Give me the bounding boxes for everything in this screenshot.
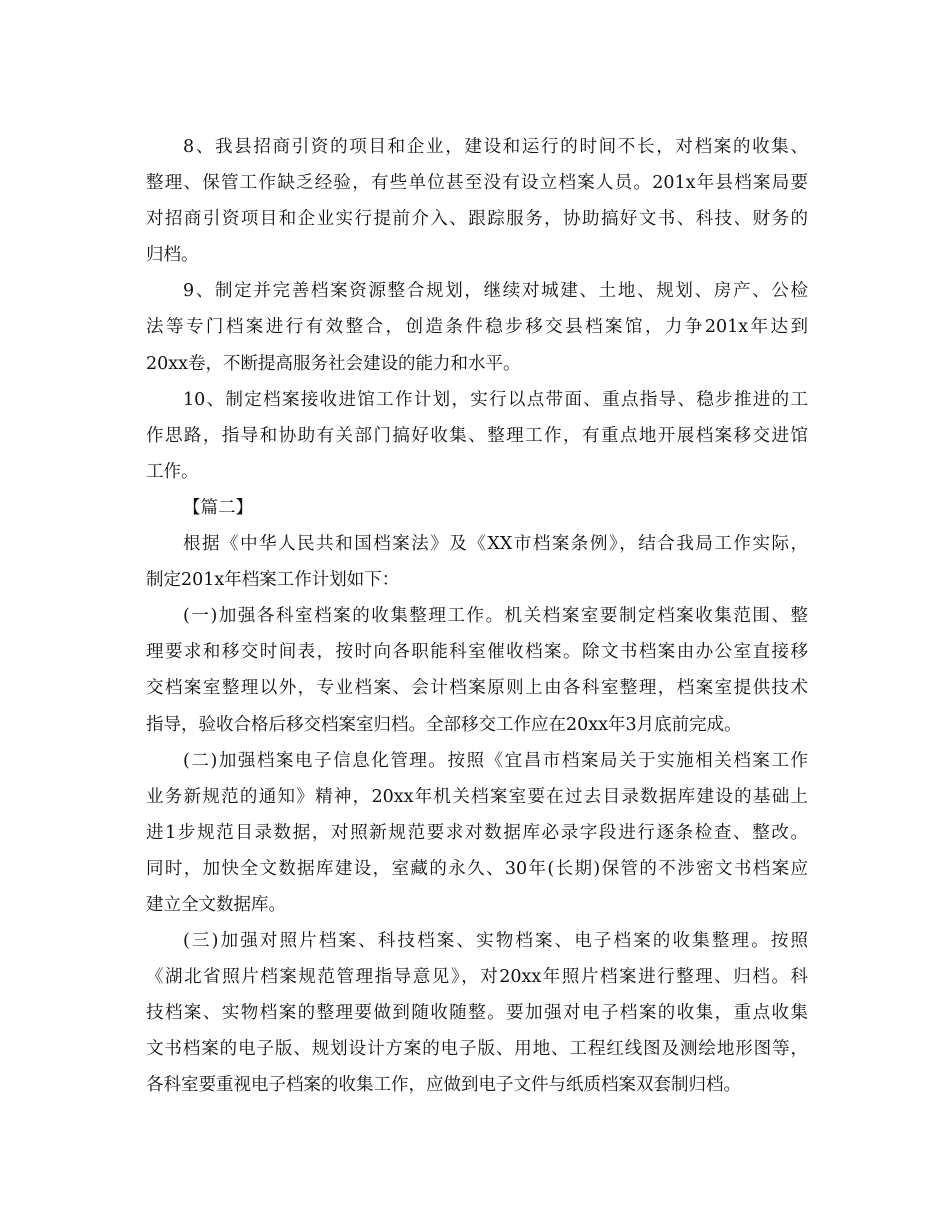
paragraph-8-line-3: 对招商引资项目和企业实行提前介入、跟踪服务，协助搞好文书、科技、财务的	[146, 209, 808, 230]
paragraph-10-line-2: 作思路，指导和协助有关部门搞好收集、整理工作，有重点地开展档案移交进馆	[146, 425, 808, 446]
item-3-line-2: 《湖北省照片档案规范管理指导意见》，对20xx年照片档案进行整理、归档。科	[146, 967, 808, 988]
item-2-line-2: 业务新规范的通知》精神，20xx年机关档案室要在过去目录数据库建设的基础上	[146, 786, 808, 807]
item-3-line-1: (三)加强对照片档案、科技档案、实物档案、电子档案的收集整理。按照	[183, 931, 808, 952]
item-2-line-1: (二)加强档案电子信息化管理。按照《宜昌市档案局关于实施相关档案工作	[183, 750, 808, 771]
paragraph-9-line-2: 法等专门档案进行有效整合，创造条件稳步移交县档案馆，力争201x年达到	[146, 317, 808, 338]
paragraph-8-line-4: 归档。	[146, 245, 199, 266]
item-3-line-5: 各科室要重视电子档案的收集工作，应做到电子文件与纸质档案双套制归档。	[146, 1075, 741, 1096]
paragraph-8-line-2: 整理、保管工作缺乏经验，有些单位甚至没有设立档案人员。201x年县档案局要	[146, 173, 808, 194]
intro-line-1: 根据《中华人民共和国档案法》及《XX市档案条例》，结合我局工作实际，	[183, 534, 808, 555]
paragraph-9-line-3: 20xx卷，不断提高服务社会建设的能力和水平。	[146, 353, 521, 374]
item-1-line-3: 交档案室整理以外，专业档案、会计档案原则上由各科室整理，档案室提供技术	[146, 678, 808, 699]
item-1-line-2: 理要求和移交时间表，按时向各职能科室催收档案。除文书档案由办公室直接移	[146, 642, 808, 663]
paragraph-9-line-1: 9、制定并完善档案资源整合规划，继续对城建、土地、规划、房产、公检	[183, 281, 808, 302]
intro-line-2: 制定201x年档案工作计划如下：	[146, 570, 400, 591]
paragraph-10-line-3: 工作。	[146, 461, 199, 482]
section-heading-part-two: 【篇二】	[183, 497, 253, 518]
item-1-line-4: 指导，验收合格后移交档案室归档。全部移交工作应在20xx年3月底前完成。	[146, 714, 742, 735]
item-2-line-4: 同时，加快全文数据库建设，室藏的永久、30年(长期)保管的不涉密文书档案应	[146, 858, 808, 879]
item-2-line-5: 建立全文数据库。	[146, 894, 286, 915]
item-1-line-1: (一)加强各科室档案的收集整理工作。机关档案室要制定档案收集范围、整	[183, 606, 808, 627]
paragraph-8-line-1: 8、我县招商引资的项目和企业，建设和运行的时间不长，对档案的收集、	[183, 137, 808, 157]
item-3-line-4: 文书档案的电子版、规划设计方案的电子版、用地、工程红线图及测绘地形图等，	[146, 1039, 808, 1060]
item-2-line-3: 进1步规范目录数据，对照新规范要求对数据库必录字段进行逐条检查、整改。	[146, 822, 808, 843]
paragraph-10-line-1: 10、制定档案接收进馆工作计划，实行以点带面、重点指导、稳步推进的工	[183, 389, 808, 410]
document-body	[146, 129, 808, 1104]
item-3-line-3: 技档案、实物档案的整理要做到随收随整。要加强对电子档案的收集，重点收集	[146, 1003, 808, 1024]
